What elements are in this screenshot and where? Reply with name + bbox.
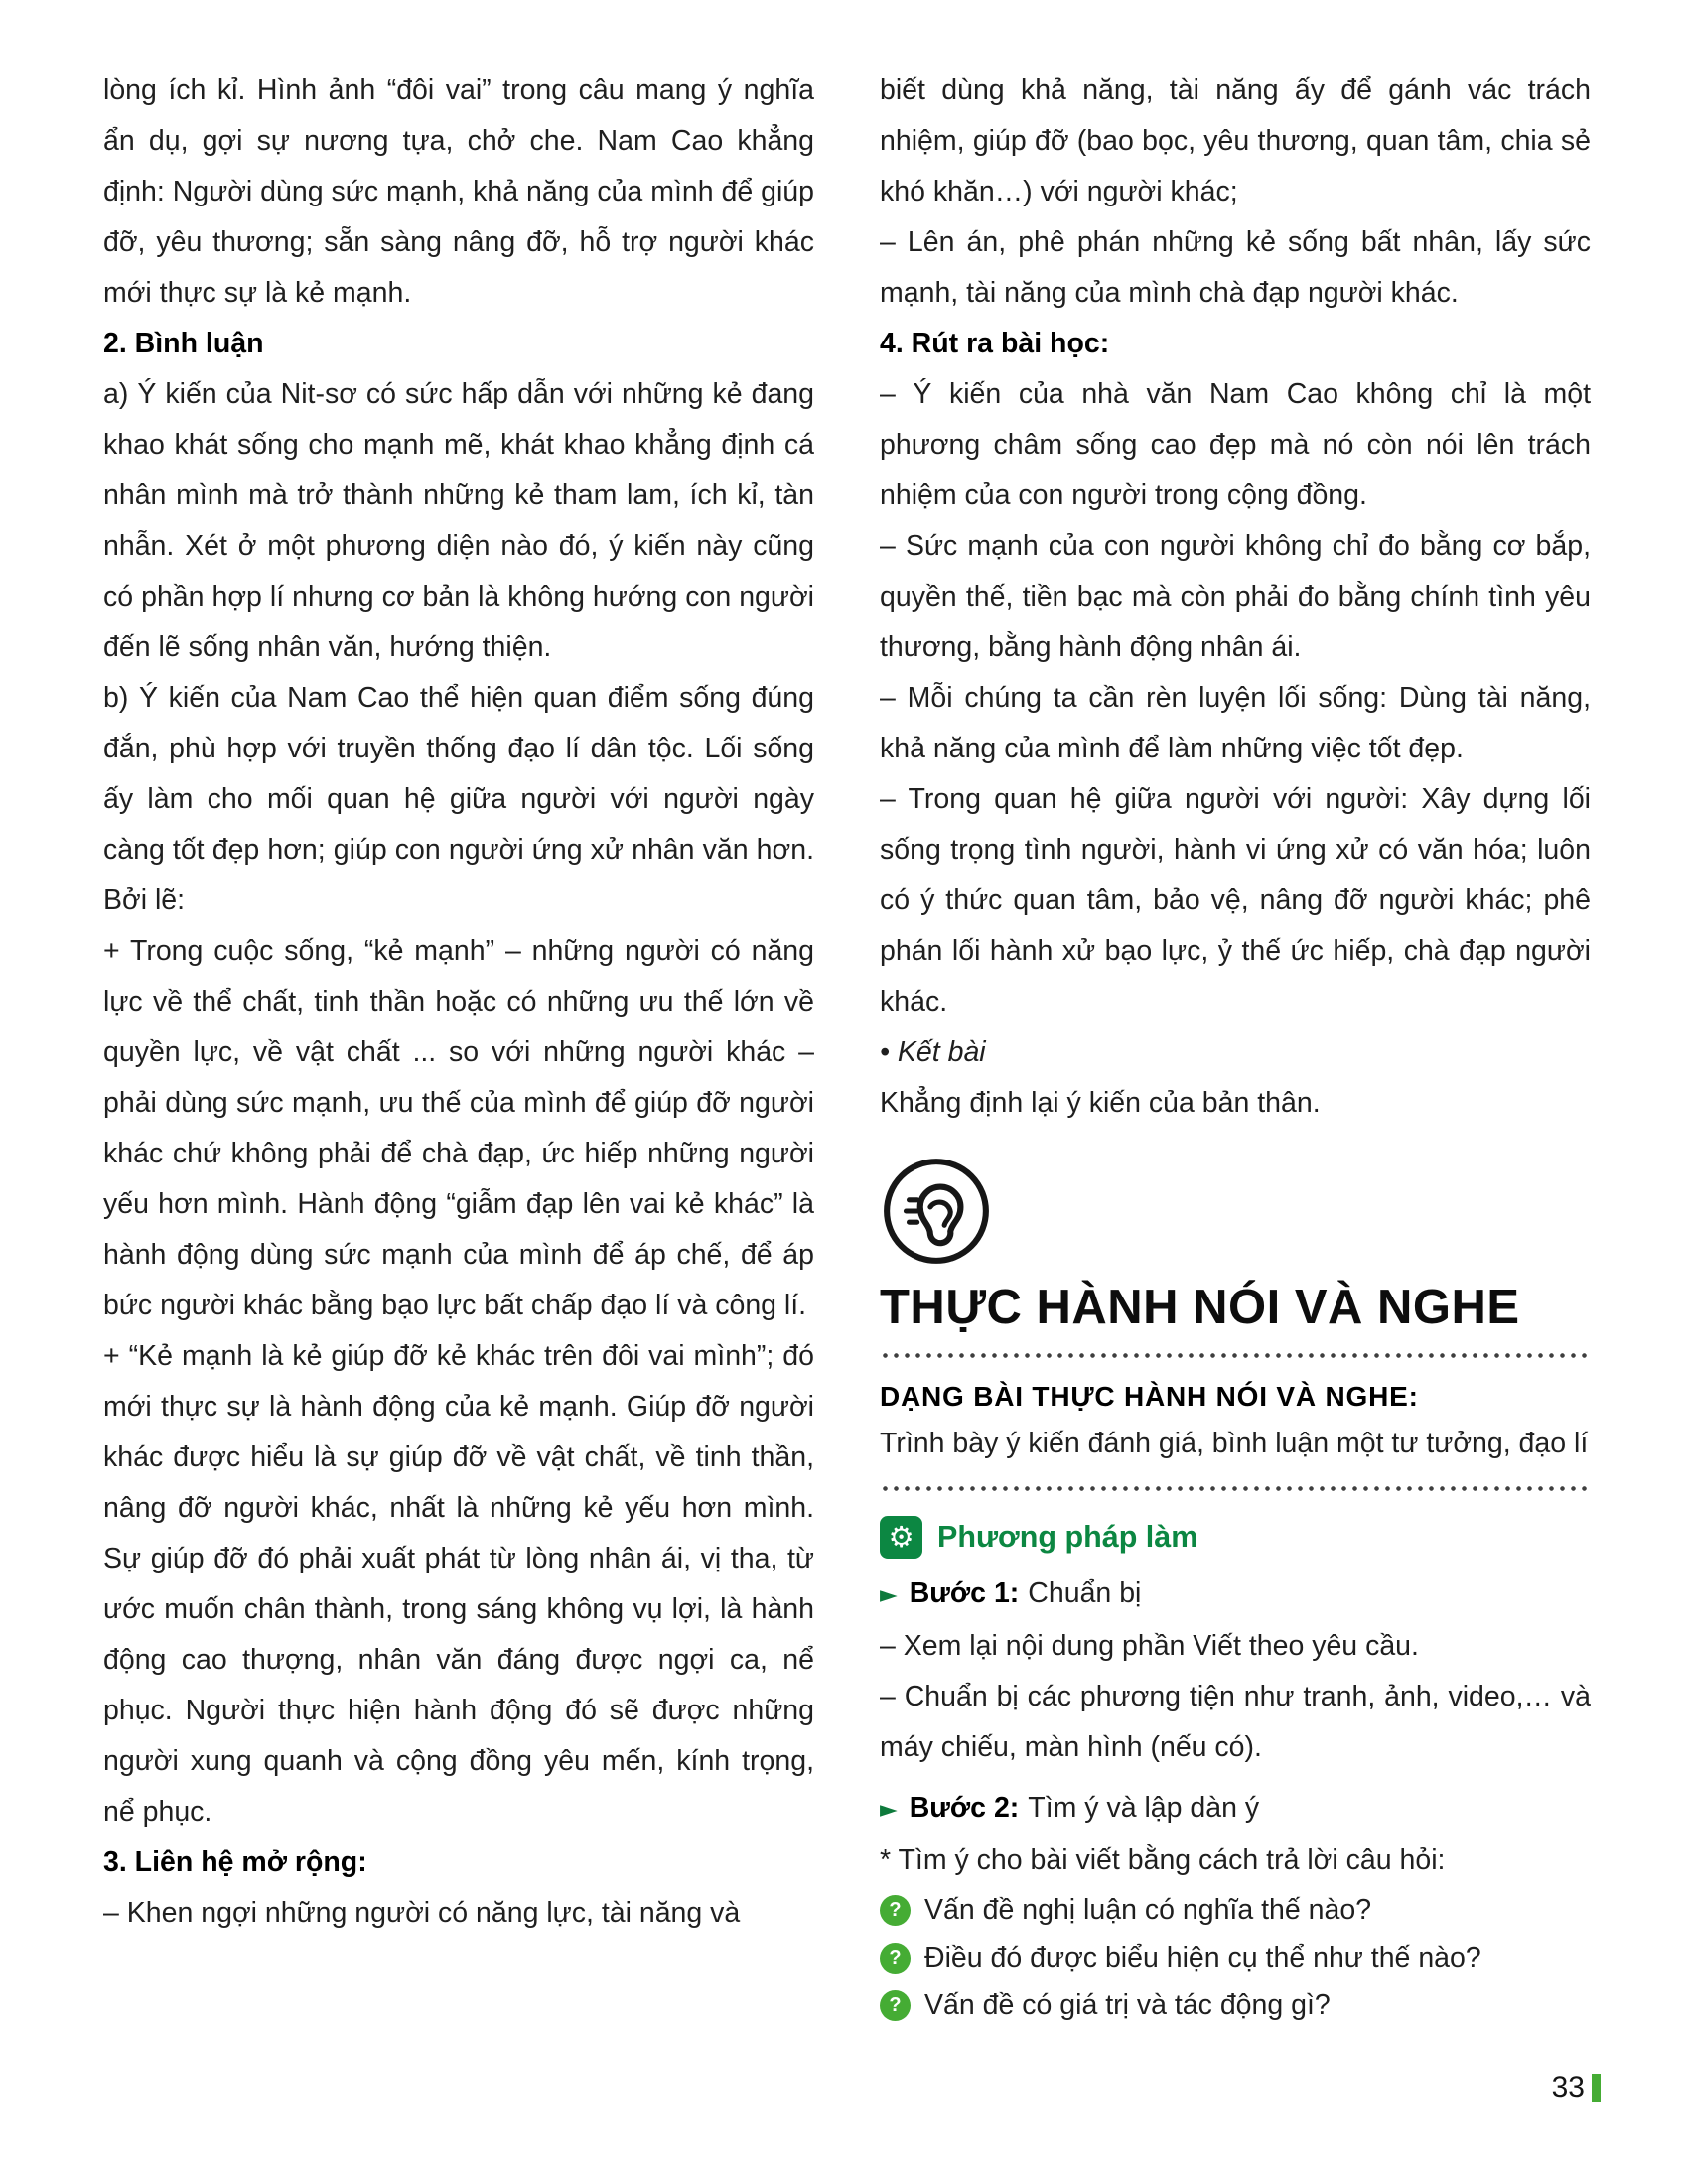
body-paragraph: – Khen ngợi những người có năng lực, tài năng và <box>103 1897 741 1929</box>
section-subtitle: DẠNG BÀI THỰC HÀNH NÓI VÀ NGHE: <box>880 1381 1419 1413</box>
method-title: Phương pháp làm <box>937 1520 1198 1555</box>
question-item <box>880 1934 1591 1981</box>
body-paragraph: lòng ích kỉ. Hình ảnh “đôi vai” trong câu mang ý nghĩa ẩn dụ, gợi sự nương tựa, chở che. Nam Cao khẳng định: Người dùng sức mạnh, khả năng của mình để giúp đỡ, yêu thương; sẵn sàng nâng đỡ, hỗ trợ người khác mới thực sự là kẻ mạnh. <box>103 74 814 309</box>
subheading-rut-ra-bai-hoc: 4. Rút ra bài học: <box>880 328 1110 359</box>
section-description: Trình bày ý kiến đánh giá, bình luận một tư tưởng, đạo lí <box>880 1428 1589 1460</box>
question-text: Vấn đề nghị luận có nghĩa thế nào? <box>924 1894 1372 1927</box>
body-paragraph: + “Kẻ mạnh là kẻ giúp đỡ kẻ khác trên đôi vai mình”; đó mới thực sự là hành động của kẻ mạnh. Giúp đỡ người khác được hiểu là sự giúp đỡ về vật chất, về tinh thần, nâng đỡ người khác, nhất là những kẻ yếu hơn mình. Sự giúp đỡ đó phải xuất phát từ lòng nhân ái, vị tha, từ ước muốn chân thành, trong sáng không vụ lợi, là hành động cao thượng, nhân văn đáng được ngợi ca, nể phục. Người thực hiện hành động đó sẽ được những người xung quanh và cộng đồng yêu mến, kính trọng, nể phục. <box>103 1340 814 1828</box>
step-text: Chuẩn bị <box>1028 1577 1142 1610</box>
ear-icon <box>880 1155 1591 1268</box>
step-item: – Chuẩn bị các phương tiện như tranh, ảnh, video,… và máy chiếu, màn hình (nếu có). <box>880 1681 1591 1764</box>
page-number: 33 <box>1551 2071 1585 2104</box>
body-paragraph: – Lên án, phê phán những kẻ sống bất nhân, lấy sức mạnh, tài năng của mình chà đạp người khác. <box>880 226 1591 309</box>
subheading-binh-luan: 2. Bình luận <box>103 328 264 359</box>
step-label: Bước 2: <box>909 1792 1020 1825</box>
step-label: Bước 1: <box>909 1577 1020 1610</box>
question-item <box>880 1981 1591 2029</box>
question-text: Vấn đề có giá trị và tác động gì? <box>924 1989 1331 2022</box>
question-icon: ? <box>880 1943 911 1974</box>
step-2-row <box>880 1783 1591 1836</box>
question-icon: ? <box>880 1990 911 2021</box>
body-paragraph: + Trong cuộc sống, “kẻ mạnh” – những người có năng lực về thể chất, tinh thần hoặc có những ưu thế lớn về quyền lực, về vật chất ... so với những người khác – phải dùng sức mạnh, ưu thế của mình để giúp đỡ người khác chứ không phải để chà đạp, ức hiếp những người yếu hơn mình. Hành động “giẫm đạp lên vai kẻ khác” là hành động dùng sức mạnh của mình để áp chế, để áp bức người khác bằng bạo lực bất chấp đạo lí và công lí. <box>103 935 814 1321</box>
triangle-bullet-icon: ► <box>880 1797 898 1824</box>
body-paragraph: a) Ý kiến của Nit-sơ có sức hấp dẫn với những kẻ đang khao khát sống cho mạnh mẽ, khát khao khẳng định cá nhân mình mà trở thành những kẻ tham lam, ích kỉ, tàn nhẫn. Xét ở một phương diện nào đó, ý kiến này cũng có phần hợp lí nhưng cơ bản là không hướng con người đến lẽ sống nhân văn, hướng thiện. <box>103 378 814 663</box>
two-column-layout <box>103 66 1591 2029</box>
subheading-lien-he-mo-rong: 3. Liên hệ mở rộng: <box>103 1846 367 1878</box>
body-paragraph: biết dùng khả năng, tài năng ấy để gánh vác trách nhiệm, giúp đỡ (bao bọc, yêu thương, quan tâm, chia sẻ khó khăn…) với người khác; <box>880 74 1591 207</box>
find-ideas-note: * Tìm ý cho bài viết bằng cách trả lời câu hỏi: <box>880 1844 1446 1877</box>
body-paragraph: – Trong quan hệ giữa người với người: Xây dựng lối sống trọng tình người, hành vi ứng xử có văn hóa; luôn có ý thức quan tâm, bảo vệ, nâng đỡ người khác; phê phán lối hành xử bạo lực, ỷ thế ức hiếp, chà đạp người khác. <box>880 783 1591 1018</box>
gear-icon: ⚙ <box>880 1516 922 1559</box>
triangle-bullet-icon: ► <box>880 1582 898 1609</box>
body-paragraph: b) Ý kiến của Nam Cao thể hiện quan điểm sống đúng đắn, phù hợp với truyền thống đạo lí dân tộc. Lối sống ấy làm cho mối quan hệ giữa người với người ngày càng tốt đẹp hơn; giúp con người ứng xử nhân văn hơn. Bởi lẽ: <box>103 682 814 916</box>
left-column <box>103 66 814 2029</box>
page-footer <box>1552 2071 1601 2105</box>
page-number-bar <box>1592 2074 1601 2102</box>
step-text: Tìm ý và lập dàn ý <box>1028 1792 1260 1825</box>
right-column <box>880 66 1591 2029</box>
dotted-divider <box>880 1352 1591 1359</box>
question-icon: ? <box>880 1895 911 1926</box>
body-paragraph: – Ý kiến của nhà văn Nam Cao không chỉ là một phương châm sống cao đẹp mà nó còn nói lên trách nhiệm của con người trong cộng đồng. <box>880 378 1591 511</box>
method-header <box>880 1516 1591 1559</box>
question-text: Điều đó được biểu hiện cụ thể như thế nào? <box>924 1942 1481 1975</box>
step-1-row <box>880 1569 1591 1621</box>
step-item: – Xem lại nội dung phần Viết theo yêu cầu. <box>880 1630 1419 1663</box>
body-paragraph: Khẳng định lại ý kiến của bản thân. <box>880 1087 1321 1119</box>
body-paragraph: – Mỗi chúng ta cần rèn luyện lối sống: Dùng tài năng, khả năng của mình để làm những việc tốt đẹp. <box>880 682 1591 764</box>
dotted-divider <box>880 1485 1591 1492</box>
question-item <box>880 1886 1591 1934</box>
body-paragraph: – Sức mạnh của con người không chỉ đo bằng cơ bắp, quyền thế, tiền bạc mà còn phải đo bằng chính tình yêu thương, bằng hành động nhân ái. <box>880 530 1591 663</box>
ket-bai-label: • Kết bài <box>880 1036 986 1068</box>
section-title: THỰC HÀNH NÓI VÀ NGHE <box>880 1281 1520 1334</box>
